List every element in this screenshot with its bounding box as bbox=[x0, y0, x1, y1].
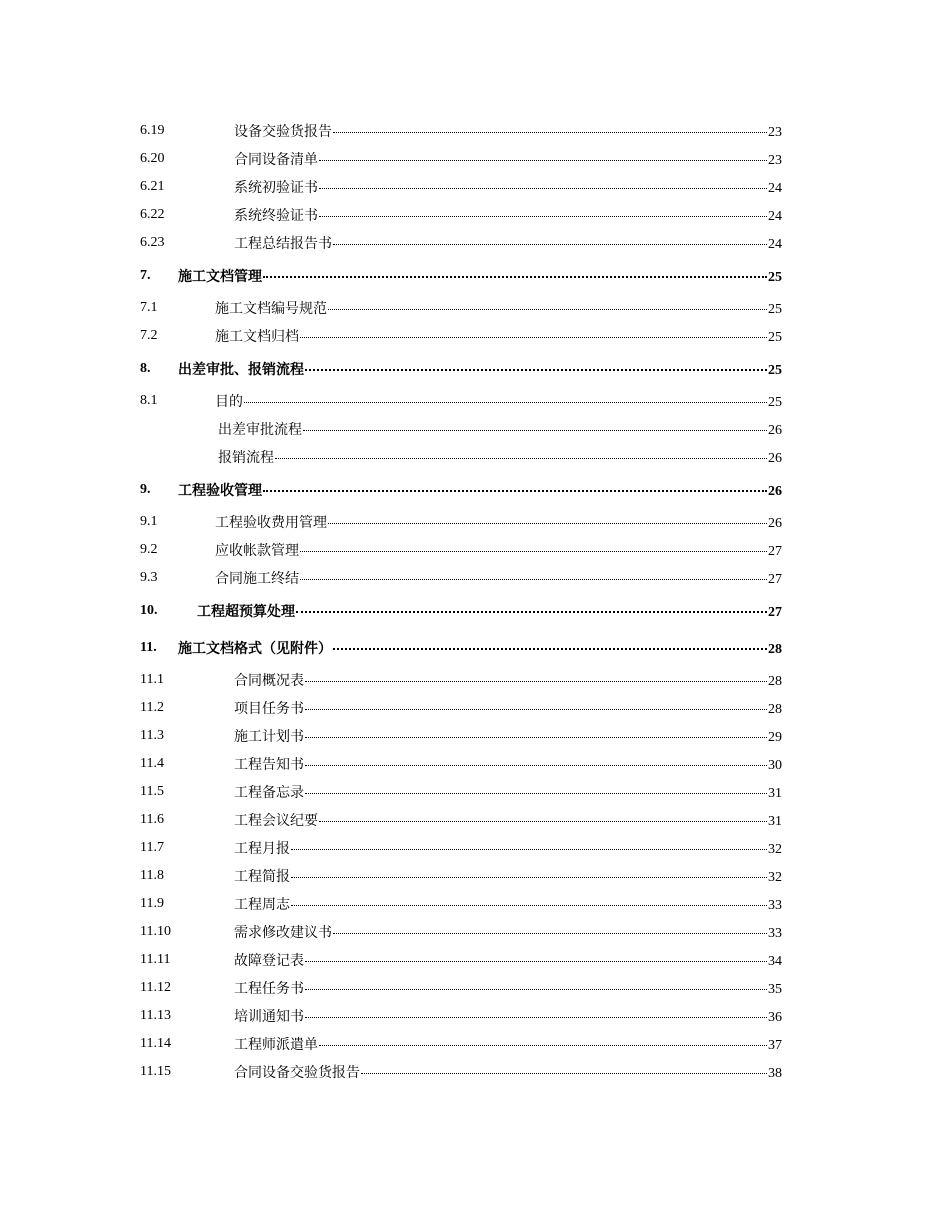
dot-leader bbox=[263, 276, 767, 278]
toc-title: 合同施工终结 bbox=[215, 572, 299, 587]
dot-leader bbox=[291, 877, 767, 878]
dot-leader bbox=[305, 681, 767, 682]
toc-title: 工程告知书 bbox=[234, 758, 304, 773]
dot-leader bbox=[305, 709, 767, 710]
dot-leader bbox=[300, 579, 767, 580]
dot-leader bbox=[263, 490, 767, 492]
toc-entry-11-1[interactable] bbox=[140, 666, 782, 694]
toc-title: 工程超预算处理 bbox=[197, 604, 295, 620]
toc-title: 需求修改建议书 bbox=[234, 926, 332, 941]
toc-entry-11-12[interactable] bbox=[140, 974, 782, 1002]
toc-number: 11.5 bbox=[140, 784, 164, 799]
toc-entry-11-14[interactable] bbox=[140, 1030, 782, 1058]
toc-heading-8[interactable] bbox=[140, 350, 782, 387]
toc-title: 合同设备交验货报告 bbox=[234, 1066, 360, 1081]
toc-page-number: 24 bbox=[768, 209, 782, 224]
toc-page-number: 28 bbox=[768, 674, 782, 689]
toc-title: 施工文档归档 bbox=[215, 330, 299, 345]
toc-title: 报销流程 bbox=[218, 451, 274, 466]
dot-leader bbox=[300, 551, 767, 552]
toc-number: 8.1 bbox=[140, 393, 158, 408]
toc-number: 9.1 bbox=[140, 514, 158, 529]
toc-title: 工程月报 bbox=[234, 842, 290, 857]
toc-title: 故障登记表 bbox=[234, 954, 304, 969]
toc-heading-11[interactable] bbox=[140, 629, 782, 666]
dot-leader bbox=[319, 821, 767, 822]
toc-title: 应收帐款管理 bbox=[215, 544, 299, 559]
toc-page-number: 25 bbox=[768, 269, 782, 285]
toc-entry-11-13[interactable] bbox=[140, 1002, 782, 1030]
toc-heading-10[interactable] bbox=[140, 592, 782, 629]
toc-page-number: 35 bbox=[768, 982, 782, 997]
toc-entry-reimbursement[interactable] bbox=[140, 443, 782, 471]
toc-title: 合同设备清单 bbox=[234, 153, 318, 168]
dot-leader bbox=[333, 132, 767, 133]
toc-number: 9.3 bbox=[140, 570, 158, 585]
toc-number: 11.1 bbox=[140, 672, 164, 687]
toc-page-number: 31 bbox=[768, 786, 782, 801]
toc-number: 9.2 bbox=[140, 542, 158, 557]
toc-number: 7. bbox=[140, 267, 151, 283]
toc-number: 11.4 bbox=[140, 756, 164, 771]
toc-entry-6-20[interactable] bbox=[140, 145, 782, 173]
toc-page-number: 30 bbox=[768, 758, 782, 773]
toc-entry-7-2[interactable] bbox=[140, 322, 782, 350]
toc-number: 11.7 bbox=[140, 840, 164, 855]
toc-entry-11-4[interactable] bbox=[140, 750, 782, 778]
toc-page-number: 26 bbox=[768, 423, 782, 438]
dot-leader bbox=[244, 402, 767, 403]
toc-page-number: 33 bbox=[768, 926, 782, 941]
toc-page-number: 36 bbox=[768, 1010, 782, 1025]
toc-page-number: 37 bbox=[768, 1038, 782, 1053]
toc-title: 合同概况表 bbox=[234, 674, 304, 689]
toc-entry-9-1[interactable] bbox=[140, 508, 782, 536]
toc-title: 目的 bbox=[215, 395, 243, 410]
toc-page-number: 26 bbox=[768, 516, 782, 531]
toc-number: 11.6 bbox=[140, 812, 164, 827]
toc-number: 11. bbox=[140, 639, 157, 655]
toc-page-number: 23 bbox=[768, 125, 782, 140]
toc-page-number: 25 bbox=[768, 362, 782, 378]
toc-title: 培训通知书 bbox=[234, 1010, 304, 1025]
dot-leader bbox=[333, 933, 767, 934]
toc-page-number: 38 bbox=[768, 1066, 782, 1081]
dot-leader bbox=[305, 765, 767, 766]
toc-number: 6.19 bbox=[140, 123, 165, 138]
toc-entry-11-2[interactable] bbox=[140, 694, 782, 722]
toc-number: 11.12 bbox=[140, 980, 171, 995]
toc-page-number: 33 bbox=[768, 898, 782, 913]
dot-leader bbox=[305, 793, 767, 794]
toc-entry-11-6[interactable] bbox=[140, 806, 782, 834]
toc-title: 设备交验货报告 bbox=[234, 125, 332, 140]
toc-page-number: 25 bbox=[768, 330, 782, 345]
toc-page-number: 26 bbox=[768, 483, 782, 499]
toc-title: 系统终验证书 bbox=[234, 209, 318, 224]
toc-title: 工程会议纪要 bbox=[234, 814, 318, 829]
toc-page-number: 29 bbox=[768, 730, 782, 745]
toc-entry-11-11[interactable] bbox=[140, 946, 782, 974]
toc-page-number: 28 bbox=[768, 641, 782, 657]
toc-number: 11.10 bbox=[140, 924, 171, 939]
toc-entry-11-10[interactable] bbox=[140, 918, 782, 946]
dot-leader bbox=[305, 989, 767, 990]
toc-title: 工程验收费用管理 bbox=[215, 516, 327, 531]
toc-number: 11.8 bbox=[140, 868, 164, 883]
toc-number: 6.20 bbox=[140, 151, 165, 166]
toc-page-number: 31 bbox=[768, 814, 782, 829]
toc-entry-11-15[interactable] bbox=[140, 1058, 782, 1086]
dot-leader bbox=[300, 337, 767, 338]
dot-leader bbox=[305, 737, 767, 738]
toc-title: 系统初验证书 bbox=[234, 181, 318, 196]
toc-number: 6.22 bbox=[140, 207, 165, 222]
toc-title: 工程总结报告书 bbox=[234, 237, 332, 252]
toc-entry-travel-approval[interactable] bbox=[140, 415, 782, 443]
toc-number: 6.21 bbox=[140, 179, 165, 194]
toc-title: 出差审批流程 bbox=[218, 423, 302, 438]
toc-heading-9[interactable] bbox=[140, 471, 782, 508]
dot-leader bbox=[305, 961, 767, 962]
toc-title: 施工计划书 bbox=[234, 730, 304, 745]
toc-title: 施工文档管理 bbox=[178, 269, 262, 285]
dot-leader bbox=[303, 430, 767, 431]
toc-number: 10. bbox=[140, 602, 158, 618]
toc-page-number: 32 bbox=[768, 842, 782, 857]
toc-entry-9-3[interactable] bbox=[140, 564, 782, 592]
toc-title: 出差审批、报销流程 bbox=[178, 362, 304, 378]
toc-number: 7.1 bbox=[140, 300, 158, 315]
toc-title: 工程备忘录 bbox=[234, 786, 304, 801]
dot-leader bbox=[275, 458, 767, 459]
toc-number: 11.15 bbox=[140, 1064, 171, 1079]
toc-title: 工程简报 bbox=[234, 870, 290, 885]
toc-number: 8. bbox=[140, 360, 151, 376]
toc-page-number: 26 bbox=[768, 451, 782, 466]
toc-entry-6-21[interactable] bbox=[140, 173, 782, 201]
toc-entry-11-8[interactable] bbox=[140, 862, 782, 890]
toc-title: 工程师派遣单 bbox=[234, 1038, 318, 1053]
toc-number: 11.14 bbox=[140, 1036, 171, 1051]
dot-leader bbox=[333, 244, 767, 245]
dot-leader bbox=[333, 648, 767, 650]
toc-entry-11-3[interactable] bbox=[140, 722, 782, 750]
toc-entry-11-5[interactable] bbox=[140, 778, 782, 806]
dot-leader bbox=[305, 369, 767, 371]
toc-page-number: 25 bbox=[768, 302, 782, 317]
dot-leader bbox=[319, 1045, 767, 1046]
toc-number: 6.23 bbox=[140, 235, 165, 250]
toc-entry-9-2[interactable] bbox=[140, 536, 782, 564]
dot-leader bbox=[319, 188, 767, 189]
toc-title: 施工文档编号规范 bbox=[215, 302, 327, 317]
toc-page-number: 24 bbox=[768, 237, 782, 252]
toc-page-number: 32 bbox=[768, 870, 782, 885]
dot-leader bbox=[291, 849, 767, 850]
toc-number: 7.2 bbox=[140, 328, 158, 343]
toc-entry-11-7[interactable] bbox=[140, 834, 782, 862]
toc-page-number: 28 bbox=[768, 702, 782, 717]
dot-leader bbox=[361, 1073, 767, 1074]
dot-leader bbox=[319, 216, 767, 217]
toc-entry-6-22[interactable] bbox=[140, 201, 782, 229]
dot-leader bbox=[328, 309, 767, 310]
toc-number: 11.9 bbox=[140, 896, 164, 911]
toc-title: 工程验收管理 bbox=[178, 483, 262, 499]
toc-entry-11-9[interactable] bbox=[140, 890, 782, 918]
toc-number: 11.2 bbox=[140, 700, 164, 715]
toc-number: 9. bbox=[140, 481, 151, 497]
toc-entry-8-1[interactable] bbox=[140, 387, 782, 415]
toc-title: 工程周志 bbox=[234, 898, 290, 913]
table-of-contents bbox=[140, 117, 782, 1086]
toc-page-number: 24 bbox=[768, 181, 782, 196]
toc-page-number: 27 bbox=[768, 572, 782, 587]
toc-title: 工程任务书 bbox=[234, 982, 304, 997]
toc-heading-7[interactable] bbox=[140, 257, 782, 294]
toc-page-number: 34 bbox=[768, 954, 782, 969]
dot-leader bbox=[319, 160, 767, 161]
toc-entry-7-1[interactable] bbox=[140, 294, 782, 322]
dot-leader bbox=[296, 611, 767, 613]
toc-page-number: 23 bbox=[768, 153, 782, 168]
dot-leader bbox=[305, 1017, 767, 1018]
toc-page-number: 27 bbox=[768, 604, 782, 620]
dot-leader bbox=[328, 523, 767, 524]
toc-title: 项目任务书 bbox=[234, 702, 304, 717]
toc-entry-6-23[interactable] bbox=[140, 229, 782, 257]
toc-page-number: 25 bbox=[768, 395, 782, 410]
toc-title: 施工文档格式（见附件） bbox=[178, 641, 332, 657]
toc-page-number: 27 bbox=[768, 544, 782, 559]
dot-leader bbox=[291, 905, 767, 906]
toc-number: 11.3 bbox=[140, 728, 164, 743]
toc-number: 11.11 bbox=[140, 952, 171, 967]
toc-number: 11.13 bbox=[140, 1008, 171, 1023]
toc-entry-6-19[interactable] bbox=[140, 117, 782, 145]
